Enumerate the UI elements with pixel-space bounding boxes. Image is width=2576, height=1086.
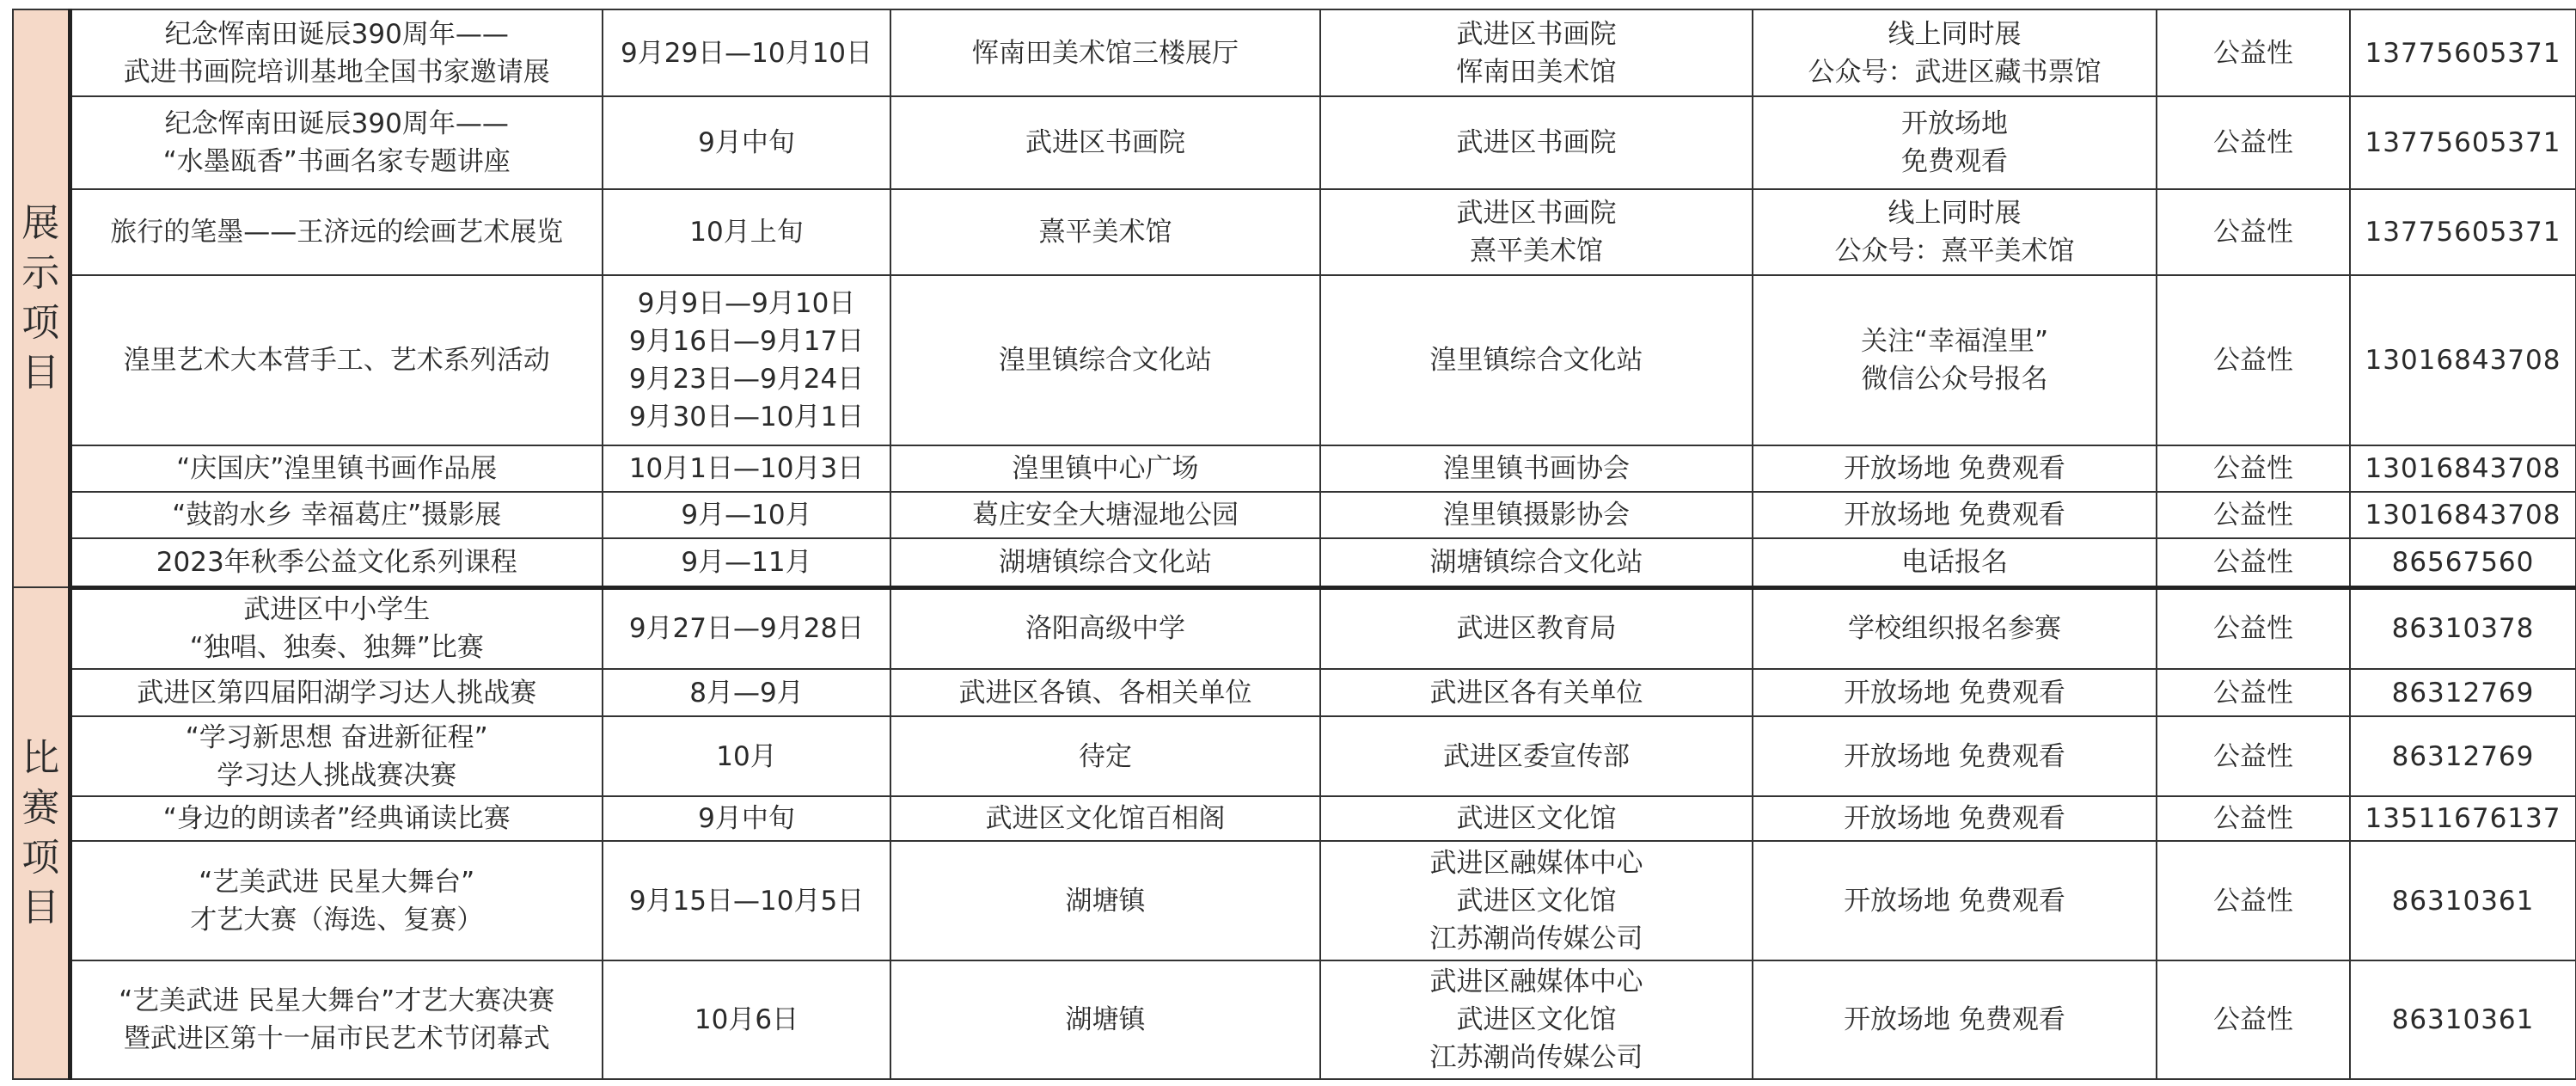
event-nature-cell: 公益性 xyxy=(2157,669,2350,716)
event-time-cell: 8月—9月 xyxy=(603,669,890,716)
event-name-cell: 纪念恽南田诞辰390周年—— 武进书画院培训基地全国书家邀请展 xyxy=(70,9,603,96)
table-row xyxy=(13,669,2576,716)
event-phone-cell: 86310361 xyxy=(2350,841,2576,960)
event-venue-cell: 湖塘镇 xyxy=(890,960,1320,1079)
event-time-cell: 9月中旬 xyxy=(603,96,890,189)
event-name-cell: 旅行的笔墨——王济远的绘画艺术展览 xyxy=(70,189,603,275)
event-phone-cell: 86310361 xyxy=(2350,960,2576,1079)
event-nature-cell: 公益性 xyxy=(2157,189,2350,275)
event-time-cell: 9月中旬 xyxy=(603,796,890,841)
event-venue-cell: 武进区书画院 xyxy=(890,96,1320,189)
event-nature-cell: 公益性 xyxy=(2157,841,2350,960)
category-cell-display xyxy=(13,9,70,587)
event-nature-cell: 公益性 xyxy=(2157,275,2350,445)
events-sheet xyxy=(12,9,2575,1078)
event-venue-cell: 湟里镇中心广场 xyxy=(890,445,1320,492)
event-venue-cell: 湖塘镇 xyxy=(890,841,1320,960)
event-venue-cell: 熹平美术馆 xyxy=(890,189,1320,275)
event-phone-cell: 13016843708 xyxy=(2350,275,2576,445)
event-venue-cell: 恽南田美术馆三楼展厅 xyxy=(890,9,1320,96)
event-name-cell: 武进区中小学生 “独唱、独奏、独舞”比赛 xyxy=(70,587,603,669)
event-name-cell: “庆国庆”湟里镇书画作品展 xyxy=(70,445,603,492)
event-phone-cell: 86310378 xyxy=(2350,587,2576,669)
event-name-cell: “艺美武进 民星大舞台” 才艺大赛（海选、复赛） xyxy=(70,841,603,960)
table-row xyxy=(13,96,2576,189)
event-name-cell: 湟里艺术大本营手工、艺术系列活动 xyxy=(70,275,603,445)
event-organizer-cell: 武进区书画院 恽南田美术馆 xyxy=(1320,9,1753,96)
event-participation-cell: 开放场地 免费观看 xyxy=(1753,841,2157,960)
event-nature-cell: 公益性 xyxy=(2157,96,2350,189)
event-participation-cell: 开放场地 免费观看 xyxy=(1753,716,2157,796)
category-label: 展示项目 xyxy=(21,201,60,395)
event-organizer-cell: 湟里镇摄影协会 xyxy=(1320,492,1753,538)
event-organizer-cell: 武进区融媒体中心 武进区文化馆 江苏潮尚传媒公司 xyxy=(1320,960,1753,1079)
event-venue-cell: 葛庄安全大塘湿地公园 xyxy=(890,492,1320,538)
event-venue-cell: 湖塘镇综合文化站 xyxy=(890,538,1320,587)
table-row xyxy=(13,538,2576,587)
event-name-cell: 2023年秋季公益文化系列课程 xyxy=(70,538,603,587)
event-venue-cell: 待定 xyxy=(890,716,1320,796)
event-participation-cell: 开放场地 免费观看 xyxy=(1753,445,2157,492)
event-time-cell: 9月—11月 xyxy=(603,538,890,587)
event-organizer-cell: 湖塘镇综合文化站 xyxy=(1320,538,1753,587)
event-phone-cell: 13775605371 xyxy=(2350,189,2576,275)
event-time-cell: 10月上旬 xyxy=(603,189,890,275)
event-participation-cell: 电话报名 xyxy=(1753,538,2157,587)
table-row xyxy=(13,587,2576,669)
table-row xyxy=(13,189,2576,275)
event-nature-cell: 公益性 xyxy=(2157,9,2350,96)
event-phone-cell: 13775605371 xyxy=(2350,9,2576,96)
event-participation-cell: 学校组织报名参赛 xyxy=(1753,587,2157,669)
event-participation-cell: 开放场地 免费观看 xyxy=(1753,96,2157,189)
event-name-cell: “艺美武进 民星大舞台”才艺大赛决赛 暨武进区第十一届市民艺术节闭幕式 xyxy=(70,960,603,1079)
event-time-cell: 10月1日—10月3日 xyxy=(603,445,890,492)
event-phone-cell: 13016843708 xyxy=(2350,445,2576,492)
event-participation-cell: 开放场地 免费观看 xyxy=(1753,669,2157,716)
event-organizer-cell: 武进区文化馆 xyxy=(1320,796,1753,841)
event-name-cell: 纪念恽南田诞辰390周年—— “水墨瓯香”书画名家专题讲座 xyxy=(70,96,603,189)
table-row xyxy=(13,716,2576,796)
event-participation-cell: 线上同时展 公众号：武进区藏书票馆 xyxy=(1753,9,2157,96)
event-participation-cell: 开放场地 免费观看 xyxy=(1753,492,2157,538)
category-cell-contest xyxy=(13,587,70,1079)
table-row xyxy=(13,492,2576,538)
table-row xyxy=(13,960,2576,1079)
category-label: 比赛项目 xyxy=(21,736,60,930)
event-nature-cell: 公益性 xyxy=(2157,445,2350,492)
table-row xyxy=(13,275,2576,445)
event-time-cell: 10月 xyxy=(603,716,890,796)
event-venue-cell: 湟里镇综合文化站 xyxy=(890,275,1320,445)
event-time-cell: 9月29日—10月10日 xyxy=(603,9,890,96)
event-venue-cell: 洛阳高级中学 xyxy=(890,587,1320,669)
event-organizer-cell: 武进区委宣传部 xyxy=(1320,716,1753,796)
event-venue-cell: 武进区各镇、各相关单位 xyxy=(890,669,1320,716)
event-phone-cell: 13775605371 xyxy=(2350,96,2576,189)
table-row xyxy=(13,841,2576,960)
event-name-cell: “身边的朗读者”经典诵读比赛 xyxy=(70,796,603,841)
event-nature-cell: 公益性 xyxy=(2157,587,2350,669)
table-row xyxy=(13,796,2576,841)
event-participation-cell: 关注“幸福湟里” 微信公众号报名 xyxy=(1753,275,2157,445)
event-organizer-cell: 湟里镇综合文化站 xyxy=(1320,275,1753,445)
event-phone-cell: 86312769 xyxy=(2350,716,2576,796)
event-organizer-cell: 湟里镇书画协会 xyxy=(1320,445,1753,492)
event-time-cell: 9月27日—9月28日 xyxy=(603,587,890,669)
event-phone-cell: 86312769 xyxy=(2350,669,2576,716)
event-nature-cell: 公益性 xyxy=(2157,796,2350,841)
event-participation-cell: 开放场地 免费观看 xyxy=(1753,796,2157,841)
event-time-cell: 9月9日—9月10日 9月16日—9月17日 9月23日—9月24日 9月30日—10月1日 xyxy=(603,275,890,445)
event-venue-cell: 武进区文化馆百相阁 xyxy=(890,796,1320,841)
event-name-cell: “学习新思想 奋进新征程” 学习达人挑战赛决赛 xyxy=(70,716,603,796)
events-table xyxy=(12,9,2576,1080)
event-time-cell: 9月—10月 xyxy=(603,492,890,538)
event-time-cell: 9月15日—10月5日 xyxy=(603,841,890,960)
event-participation-cell: 线上同时展 公众号：熹平美术馆 xyxy=(1753,189,2157,275)
event-organizer-cell: 武进区各有关单位 xyxy=(1320,669,1753,716)
event-phone-cell: 13511676137 xyxy=(2350,796,2576,841)
event-organizer-cell: 武进区书画院 xyxy=(1320,96,1753,189)
event-phone-cell: 86567560 xyxy=(2350,538,2576,587)
event-participation-cell: 开放场地 免费观看 xyxy=(1753,960,2157,1079)
event-nature-cell: 公益性 xyxy=(2157,538,2350,587)
event-name-cell: 武进区第四届阳湖学习达人挑战赛 xyxy=(70,669,603,716)
event-time-cell: 10月6日 xyxy=(603,960,890,1079)
event-nature-cell: 公益性 xyxy=(2157,960,2350,1079)
table-row xyxy=(13,445,2576,492)
table-row xyxy=(13,9,2576,96)
event-nature-cell: 公益性 xyxy=(2157,492,2350,538)
event-name-cell: “鼓韵水乡 幸福葛庄”摄影展 xyxy=(70,492,603,538)
event-nature-cell: 公益性 xyxy=(2157,716,2350,796)
event-organizer-cell: 武进区教育局 xyxy=(1320,587,1753,669)
event-organizer-cell: 武进区书画院 熹平美术馆 xyxy=(1320,189,1753,275)
event-organizer-cell: 武进区融媒体中心 武进区文化馆 江苏潮尚传媒公司 xyxy=(1320,841,1753,960)
event-phone-cell: 13016843708 xyxy=(2350,492,2576,538)
